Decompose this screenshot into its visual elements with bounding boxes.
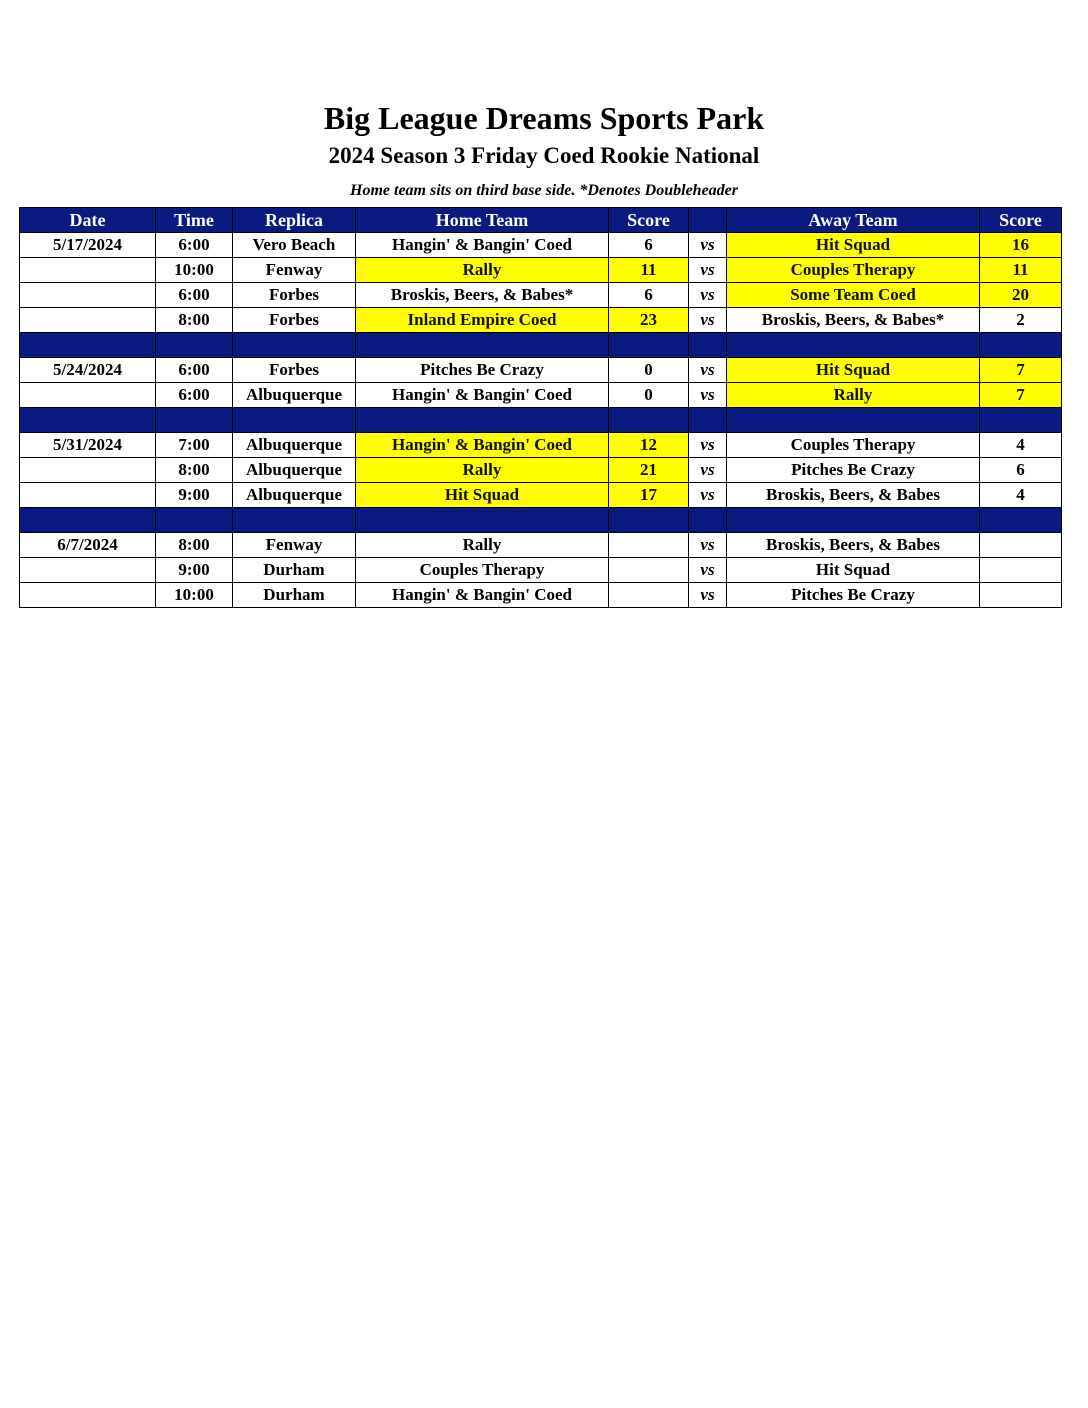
separator-cell <box>356 408 609 433</box>
table-row <box>20 308 1062 333</box>
replica-field: Durham <box>233 583 356 608</box>
versus-label: vs <box>689 558 727 583</box>
versus-label: vs <box>689 458 727 483</box>
separator-cell <box>609 508 689 533</box>
separator-cell <box>233 333 356 358</box>
game-time: 10:00 <box>156 583 233 608</box>
game-date <box>20 458 156 483</box>
game-date: 5/31/2024 <box>20 433 156 458</box>
separator-cell <box>727 508 980 533</box>
away-team: Some Team Coed <box>727 283 980 308</box>
game-time: 8:00 <box>156 458 233 483</box>
home-score <box>609 583 689 608</box>
game-time: 8:00 <box>156 533 233 558</box>
game-date <box>20 583 156 608</box>
replica-field: Albuquerque <box>233 458 356 483</box>
away-team: Rally <box>727 383 980 408</box>
versus-label: vs <box>689 433 727 458</box>
away-score: 6 <box>980 458 1062 483</box>
versus-label: vs <box>689 358 727 383</box>
replica-field: Albuquerque <box>233 483 356 508</box>
table-row <box>20 233 1062 258</box>
away-team: Pitches Be Crazy <box>727 458 980 483</box>
game-date <box>20 558 156 583</box>
away-team: Hit Squad <box>727 358 980 383</box>
replica-field: Forbes <box>233 283 356 308</box>
home-team: Hangin' & Bangin' Coed <box>356 383 609 408</box>
table-row <box>20 433 1062 458</box>
separator-row <box>20 508 1062 533</box>
table-row <box>20 458 1062 483</box>
separator-cell <box>233 508 356 533</box>
game-time: 6:00 <box>156 358 233 383</box>
column-header-home-team: Home Team <box>356 208 609 233</box>
versus-label: vs <box>689 233 727 258</box>
away-score: 4 <box>980 483 1062 508</box>
replica-field: Forbes <box>233 358 356 383</box>
table-row <box>20 283 1062 308</box>
home-score: 6 <box>609 233 689 258</box>
replica-field: Forbes <box>233 308 356 333</box>
versus-label: vs <box>689 383 727 408</box>
home-score: 11 <box>609 258 689 283</box>
home-team: Hangin' & Bangin' Coed <box>356 233 609 258</box>
away-score <box>980 533 1062 558</box>
separator-cell <box>356 333 609 358</box>
separator-cell <box>233 408 356 433</box>
home-team: Couples Therapy <box>356 558 609 583</box>
separator-cell <box>727 333 980 358</box>
separator-cell <box>20 333 156 358</box>
column-header-away-team: Away Team <box>727 208 980 233</box>
table-row <box>20 358 1062 383</box>
away-team: Broskis, Beers, & Babes <box>727 483 980 508</box>
replica-field: Fenway <box>233 533 356 558</box>
schedule-note: Home team sits on third base side. *Denotes Doubleheader <box>350 182 738 199</box>
replica-field: Durham <box>233 558 356 583</box>
home-score: 0 <box>609 383 689 408</box>
away-team: Hit Squad <box>727 558 980 583</box>
away-team: Broskis, Beers, & Babes <box>727 533 980 558</box>
separator-cell <box>609 408 689 433</box>
away-team: Hit Squad <box>727 233 980 258</box>
table-row <box>20 383 1062 408</box>
game-date: 5/17/2024 <box>20 233 156 258</box>
home-team: Hangin' & Bangin' Coed <box>356 583 609 608</box>
schedule-table <box>19 207 1062 608</box>
game-time: 7:00 <box>156 433 233 458</box>
game-time: 6:00 <box>156 283 233 308</box>
away-score: 2 <box>980 308 1062 333</box>
page-title: Big League Dreams Sports Park <box>323 100 765 136</box>
table-row <box>20 258 1062 283</box>
home-team: Rally <box>356 458 609 483</box>
versus-label: vs <box>689 483 727 508</box>
column-header-time: Time <box>156 208 233 233</box>
away-score <box>980 583 1062 608</box>
separator-cell <box>689 508 727 533</box>
separator-cell <box>980 508 1062 533</box>
home-team: Hit Squad <box>356 483 609 508</box>
away-team: Couples Therapy <box>727 433 980 458</box>
column-header-vs <box>689 208 727 233</box>
versus-label: vs <box>689 583 727 608</box>
separator-row <box>20 333 1062 358</box>
separator-cell <box>156 333 233 358</box>
separator-cell <box>20 408 156 433</box>
home-score: 12 <box>609 433 689 458</box>
home-team: Hangin' & Bangin' Coed <box>356 433 609 458</box>
away-score <box>980 558 1062 583</box>
replica-field: Vero Beach <box>233 233 356 258</box>
separator-cell <box>727 408 980 433</box>
column-header-away-score: Score <box>980 208 1062 233</box>
away-score: 20 <box>980 283 1062 308</box>
game-date <box>20 308 156 333</box>
separator-cell <box>980 408 1062 433</box>
away-score: 4 <box>980 433 1062 458</box>
home-team: Broskis, Beers, & Babes* <box>356 283 609 308</box>
game-date <box>20 383 156 408</box>
home-score: 0 <box>609 358 689 383</box>
separator-cell <box>609 333 689 358</box>
game-time: 9:00 <box>156 558 233 583</box>
versus-label: vs <box>689 283 727 308</box>
table-row <box>20 558 1062 583</box>
table-header-row <box>20 208 1062 233</box>
separator-cell <box>689 408 727 433</box>
home-score <box>609 533 689 558</box>
home-team: Rally <box>356 533 609 558</box>
away-team: Couples Therapy <box>727 258 980 283</box>
table-row <box>20 533 1062 558</box>
home-score: 6 <box>609 283 689 308</box>
game-time: 6:00 <box>156 383 233 408</box>
separator-row <box>20 408 1062 433</box>
column-header-date: Date <box>20 208 156 233</box>
versus-label: vs <box>689 258 727 283</box>
game-time: 6:00 <box>156 233 233 258</box>
game-time: 9:00 <box>156 483 233 508</box>
column-header-home-score: Score <box>609 208 689 233</box>
away-score: 7 <box>980 358 1062 383</box>
home-score: 23 <box>609 308 689 333</box>
versus-label: vs <box>689 533 727 558</box>
away-score: 16 <box>980 233 1062 258</box>
replica-field: Albuquerque <box>233 433 356 458</box>
home-score: 21 <box>609 458 689 483</box>
game-date <box>20 258 156 283</box>
separator-cell <box>156 508 233 533</box>
separator-cell <box>156 408 233 433</box>
away-score: 7 <box>980 383 1062 408</box>
game-date: 6/7/2024 <box>20 533 156 558</box>
away-team: Pitches Be Crazy <box>727 583 980 608</box>
separator-cell <box>980 333 1062 358</box>
table-row <box>20 583 1062 608</box>
game-date <box>20 483 156 508</box>
page-subtitle: 2024 Season 3 Friday Coed Rookie National <box>328 143 760 168</box>
schedule-body <box>20 233 1062 608</box>
home-team: Inland Empire Coed <box>356 308 609 333</box>
home-team: Rally <box>356 258 609 283</box>
separator-cell <box>356 508 609 533</box>
game-time: 8:00 <box>156 308 233 333</box>
separator-cell <box>689 333 727 358</box>
home-score <box>609 558 689 583</box>
table-row <box>20 483 1062 508</box>
game-date: 5/24/2024 <box>20 358 156 383</box>
replica-field: Fenway <box>233 258 356 283</box>
home-score: 17 <box>609 483 689 508</box>
away-score: 11 <box>980 258 1062 283</box>
column-header-replica: Replica <box>233 208 356 233</box>
game-date <box>20 283 156 308</box>
replica-field: Albuquerque <box>233 383 356 408</box>
versus-label: vs <box>689 308 727 333</box>
separator-cell <box>20 508 156 533</box>
away-team: Broskis, Beers, & Babes* <box>727 308 980 333</box>
home-team: Pitches Be Crazy <box>356 358 609 383</box>
game-time: 10:00 <box>156 258 233 283</box>
